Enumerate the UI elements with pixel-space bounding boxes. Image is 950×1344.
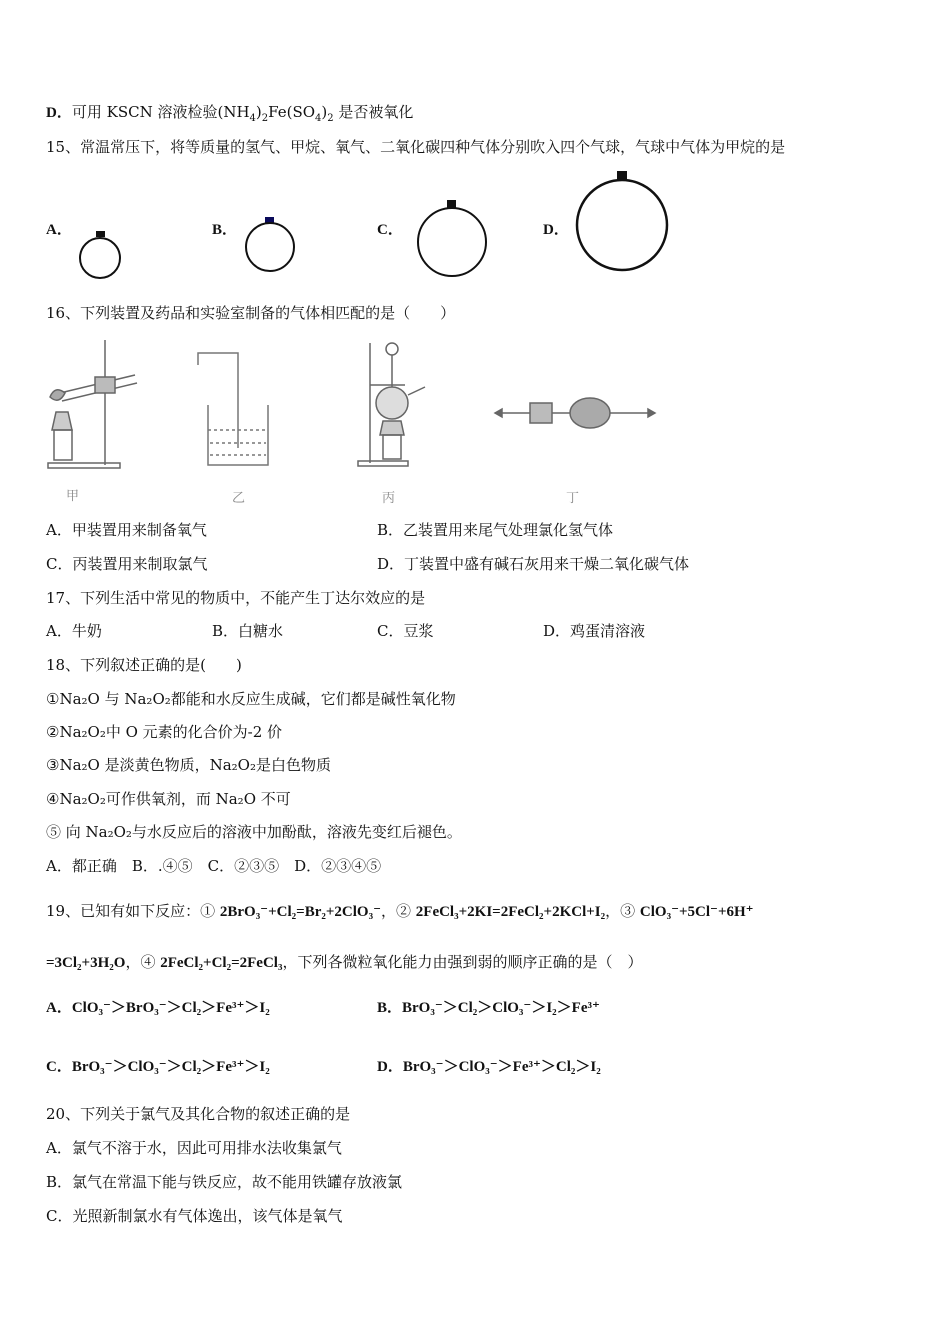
q19-reaction-3b: =3Cl₂+3H₂O [46,955,126,971]
q15-stem: 15、常温常压下，将等质量的氢气、甲烷、氧气、二氧化碳四种气体分别吹入四个气球，气球中气体为甲烷的是 [46,138,786,156]
q15-option-b-label: B． [212,222,238,238]
q17-option-c: C．豆浆 [377,622,434,640]
q17-stem: 17、下列生活中常见的物质中，不能产生丁达尔效应的是 [46,589,426,607]
q18-statement-1: ①Na₂O 与 Na₂O₂都能和水反应生成碱，它们都是碱性氧化物 [46,690,456,708]
q18-options: A．都正确 B．.④⑤ C．②③⑤ D．②③④⑤ [46,857,382,875]
apparatus-jia [48,340,137,468]
q19-reaction-4: 2FeCl₂+Cl₂=2FeCl₃ [160,955,283,971]
apparatus-yi [198,353,268,465]
q19-option-c: C．BrO₃⁻＞ClO₃⁻＞Cl₂＞Fe³⁺＞I₂ [46,1059,270,1075]
caption-jia: 甲 [66,489,80,504]
q15-balloons [0,165,950,280]
caption-yi: 乙 [232,491,246,506]
q19-option-b: B．BrO₃⁻＞Cl₂＞ClO₃⁻＞I₂＞Fe³⁺ [377,1000,600,1016]
apparatus-ding [495,398,655,428]
q16-apparatus-figure [40,335,680,510]
q20-option-b: B．氯气在常温下能与铁反应，故不能用铁罐存放液氯 [46,1173,403,1191]
q20-option-a: A．氯气不溶于水，因此可用排水法收集氯气 [46,1139,342,1157]
q20-option-c: C．光照新制氯水有气体逸出，该气体是氧气 [46,1207,343,1225]
q15-option-a-label: A． [46,222,72,238]
q18-statement-5: ⑤ 向 Na₂O₂与水反应后的溶液中加酚酞，溶液先变红后褪色。 [46,823,462,841]
q19-line-2: =3Cl₂+3H₂O，④ 2FeCl₂+Cl₂=2FeCl₃，下列各微粒氧化能力由强到弱的顺序正确的是（ ） [46,953,643,971]
q17-option-d: D．鸡蛋清溶液 [543,622,646,640]
q19-line-1: 19、已知有如下反应：① 2BrO₃⁻+Cl₂=Br₂+2ClO₃⁻，② 2FeCl₃+2KI=2FeCl₂+2KCl+I₂，③ ClO₃⁻+5Cl⁻+6H⁺ [46,902,754,920]
q19-option-d: D．BrO₃⁻＞ClO₃⁻＞Fe³⁺＞Cl₂＞I₂ [377,1059,601,1075]
balloon-d [577,171,667,270]
caption-bing: 丙 [382,491,396,506]
q19-reaction-3a: ClO₃⁻+5Cl⁻+6H⁺ [639,904,754,920]
balloon-a [80,231,120,278]
apparatus-bing [358,343,425,466]
q16-option-b: B．乙装置用来尾气处理氯化氢气体 [377,521,614,539]
q18-statement-4: ④Na₂O₂可作供氧剂，而 Na₂O 不可 [46,790,291,808]
q18-stem: 18、下列叙述正确的是( ) [46,656,242,674]
q17-option-a: A．牛奶 [46,622,102,640]
q16-option-c: C．丙装置用来制取氯气 [46,555,208,573]
q15-option-d-label: D． [543,222,569,238]
q20-stem: 20、下列关于氯气及其化合物的叙述正确的是 [46,1105,351,1123]
balloon-b [246,217,294,271]
balloon-c [418,200,486,276]
q16-option-d: D．丁装置中盛有碱石灰用来干燥二氧化碳气体 [377,555,690,573]
q19-reaction-2: 2FeCl₃+2KI=2FeCl₂+2KCl+I₂ [415,904,606,920]
q18-statement-2: ②Na₂O₂中 O 元素的化合价为-2 价 [46,723,283,741]
q19-reaction-1: 2BrO₃⁻+Cl₂=Br₂+2ClO₃⁻ [219,904,381,920]
q14-option-d: D．可用 KSCN 溶液检验$(NH_4)_2Fe(SO_4)_2$ 是否被氧化 [46,103,414,124]
q19-option-a: A．ClO₃⁻＞BrO₃⁻＞Cl₂＞Fe³⁺＞I₂ [46,1000,270,1016]
caption-ding: 丁 [566,491,580,506]
q17-option-b: B．白糖水 [212,622,284,640]
q18-statement-3: ③Na₂O 是淡黄色物质，Na₂O₂是白色物质 [46,756,331,774]
q16-option-a: A．甲装置用来制备氧气 [46,521,207,539]
q16-stem: 16、下列装置及药品和实验室制备的气体相匹配的是（ ） [46,304,456,322]
q15-option-c-label: C． [377,222,403,238]
